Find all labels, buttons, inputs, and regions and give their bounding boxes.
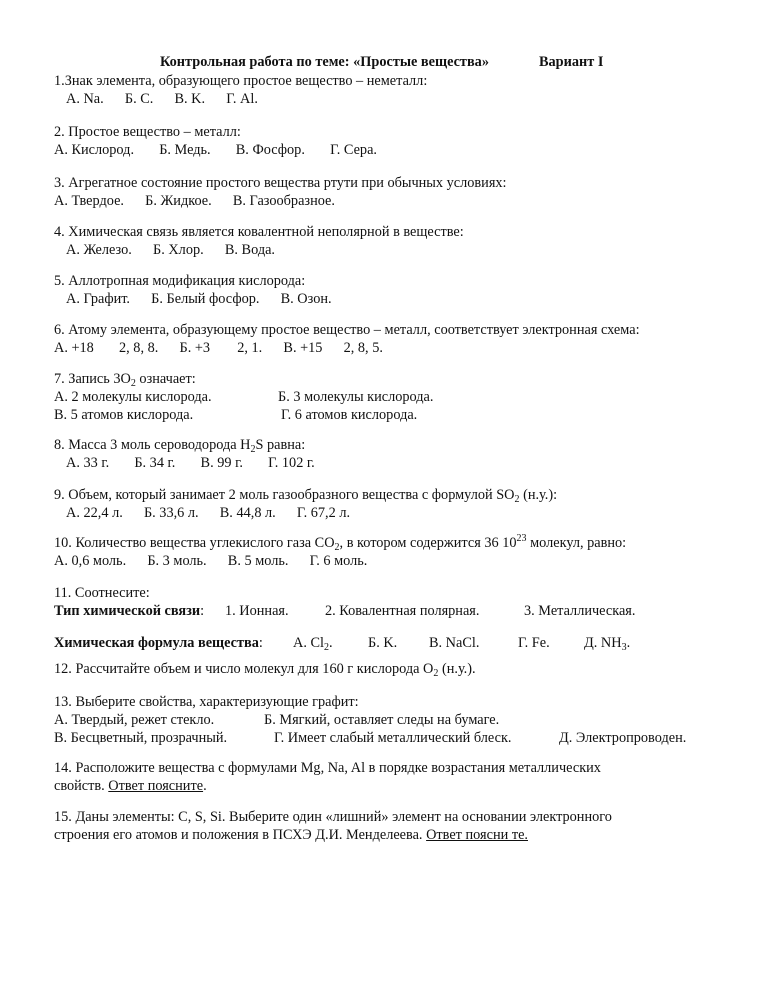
option-b-scheme: 2, 1. [237,340,263,356]
question-text: 7. Запись $3O_2$ означает: [54,371,196,389]
formula-b: Б. K. [368,635,398,651]
explain-note: Ответ поясни те. [426,827,528,843]
question-9 [54,486,734,522]
question-text: 3. Агрегатное состояние простого вещества ртути при обычных условиях: [54,175,507,191]
question-text: 9. Объем, который занимает 2 моль газообразного вещества с формулой $SO_2$ (н.у.): [54,487,558,505]
option-c-scheme: 2, 8, 5. [343,340,383,356]
formula-c: В. NaCl. [429,635,480,651]
option-b: Б. Жидкое. [145,193,212,209]
option-c: В. Бесцветный, прозрачный. [54,730,228,746]
formula-d: Г. Fe. [518,635,550,651]
bond-type-label: Тип химической связи [54,603,201,619]
option-a: А. 22,4 л. [66,505,123,521]
answer-options [54,454,734,472]
question-text: 11. Соотнесите: [54,585,150,601]
answer-options [54,552,734,570]
option-d: Г. 6 атомов кислорода. [281,407,418,423]
question-text: 4. Химическая связь является ковалентной неполярной в веществе: [54,224,464,240]
question-8 [54,436,734,472]
question-text: 13. Выберите свойства, характеризующие графит: [54,694,359,710]
option-c: В. 5 моль. [227,553,289,569]
question-text: 15. Даны элементы: C, S, Si. Выберите один «лишний» элемент на основании электронного [54,809,612,825]
question-text: 2. Простое вещество – металл: [54,124,241,140]
option-d: Г. Сера. [330,142,377,158]
option-a-scheme: 2, 8, 8. [119,340,159,356]
option-d: Г. 102 г. [268,455,315,471]
variant-label: Вариант I [539,54,604,70]
option-b: Б. C. [124,91,154,107]
option-c-charge: В. +15 [283,340,323,356]
question-13 [54,693,734,747]
question-text: 5. Аллотропная модификация кислорода: [54,273,306,289]
answer-options [54,141,734,159]
option-c: В. 44,8 л. [219,505,276,521]
formulas-row: Химическая формула вещества: А. $Cl_2$. Б. K. В. NaCl. Г. Fe. Д. $NH_3$. [54,635,631,653]
formula-e: Д. $NH_3$. [584,635,631,653]
question-11 [54,584,734,652]
option-b: Б. 3 моль. [147,553,207,569]
option-b-charge: Б. +3 [179,340,211,356]
option-a: А. 0,6 моль. [54,553,127,569]
option-a: А. 33 г. [66,455,110,471]
option-e: Д. Электропроводен. [559,730,687,746]
option-b: Б. 34 г. [134,455,176,471]
option-d: Г. Al. [226,91,258,107]
answer-options [54,192,734,210]
option-c: В. Газообразное. [232,193,335,209]
question-text: 10. Количество вещества углекислого газа $CO_2$, в котором содержится 36 $10^{23}$ молекул, равно: [54,533,627,553]
option-c: В. 5 атомов кислорода. [54,407,194,423]
formula-label: Химическая формула вещества [54,635,259,651]
bond-types-row: Тип химической связи: 1. Ионная. 2. Ковалентная полярная. 3. Металлическая. [54,603,636,619]
option-a: А. Na. [66,91,104,107]
option-a: А. Твердый, режет стекло. [54,712,215,728]
option-d: Г. 67,2 л. [296,505,351,521]
option-c: В. Озон. [280,291,332,307]
option-b: Б. 3 молекулы кислорода. [278,389,434,405]
question-text: 14. Расположите вещества с формулами Mg, Na, Al в порядке возрастания металлических [54,760,601,776]
option-d: Г. 6 моль. [309,553,368,569]
option-b: Б. Мягкий, оставляет следы на бумаге. [264,712,500,728]
option-d: Г. Имеет слабый металлический блеск. [274,730,512,746]
question-5 [54,272,734,308]
answer-options [54,339,734,357]
option-c: В. Фосфор. [235,142,305,158]
question-14: 14. Расположите вещества с формулами Mg, Na, Al в порядке возрастания металлических свойств. Ответ поясните. [54,759,734,795]
question-7 [54,370,734,424]
option-b: Б. Медь. [159,142,211,158]
question-text: 1.Знак элемента, образующего простое вещество – неметалл: [54,73,428,89]
option-a: А. Кислород. [54,142,135,158]
option-b: Б. Хлор. [153,242,204,258]
question-2 [54,123,734,159]
question-3 [54,174,734,210]
explain-note: Ответ поясните [108,778,204,794]
option-b: Б. Белый фосфор. [151,291,260,307]
option-c: В. 99 г. [200,455,243,471]
bond-type-3: 3. Металлическая. [524,603,636,619]
option-a: А. Железо. [66,242,132,258]
question-6 [54,321,734,357]
question-15: 15. Даны элементы: C, S, Si. Выберите один «лишний» элемент на основании электронного строения его атомов и положения в ПСХЭ Д.И. Менделеева. Ответ поясни те. [54,808,734,844]
option-c: В. K. [174,91,206,107]
option-a-charge: А. +18 [54,340,94,356]
option-a: А. Графит. [66,291,130,307]
page-title: Контрольная работа по теме: «Простые вещества» [160,54,489,70]
question-12 [54,660,734,678]
question-text: 6. Атому элемента, образующему простое вещество – металл, соответствует электронная схема: [54,322,640,338]
option-b: Б. 33,6 л. [143,505,199,521]
option-c: В. Вода. [224,242,276,258]
bond-type-2: 2. Ковалентная полярная. [325,603,480,619]
option-a: А. 2 молекулы кислорода. [54,389,212,405]
question-1 [54,72,734,108]
option-a: А. Твердое. [54,193,124,209]
question-text: 8. Масса 3 моль сероводорода $H_2S$ равна: [54,437,306,455]
answer-options [54,504,734,522]
question-text: 12. Рассчитайте объем и число молекул для 160 г кислорода $O_2$ (н.у.). [54,661,476,679]
bond-type-1: 1. Ионная. [225,603,289,619]
question-10 [54,534,734,570]
question-4 [54,223,734,259]
answer-options [54,90,734,108]
formula-a: А. $Cl_2$. [293,635,333,653]
answer-options [54,241,734,259]
answer-options [54,290,734,308]
